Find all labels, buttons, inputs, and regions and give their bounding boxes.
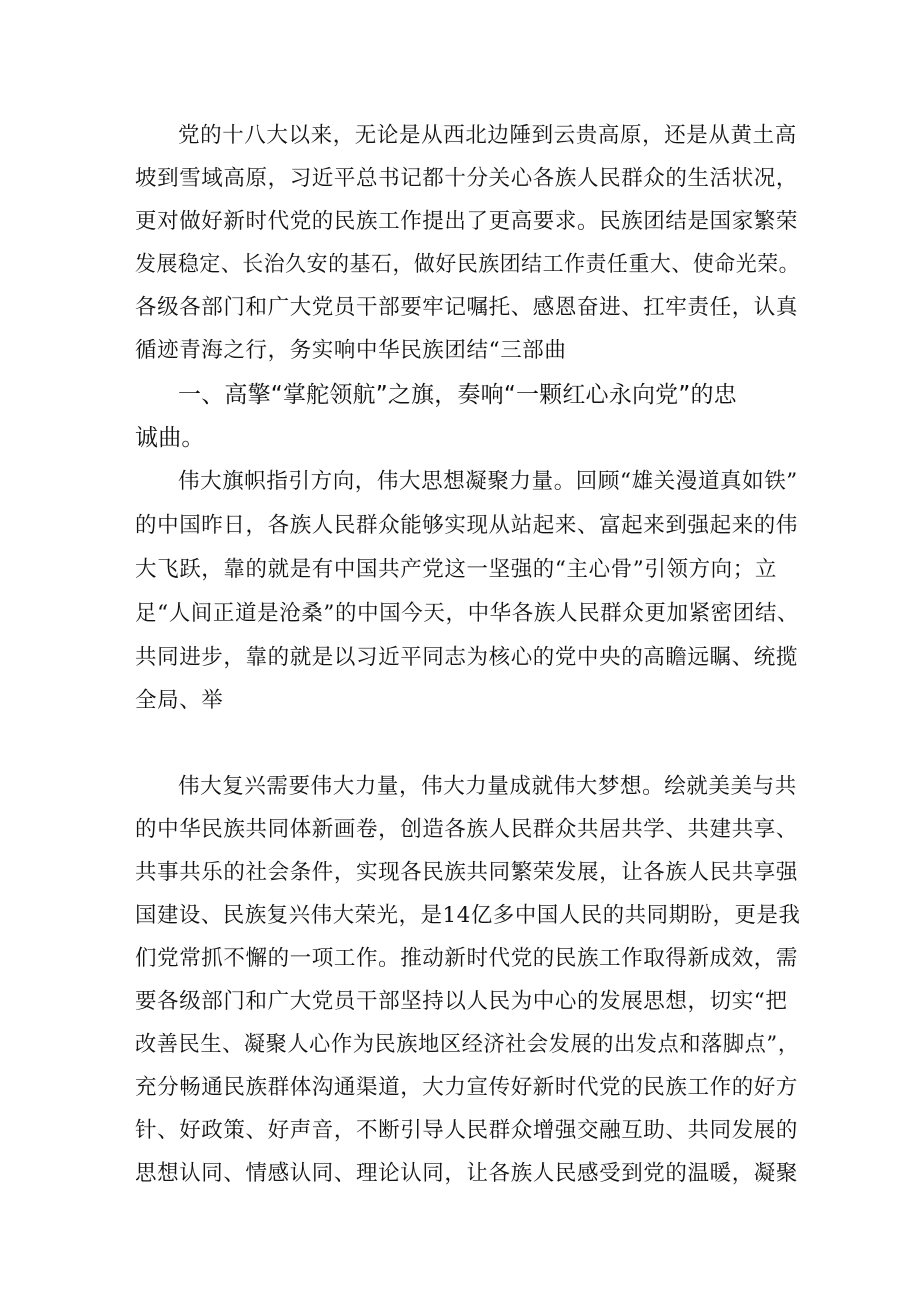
- paragraph-2-line-5: 共同进步，靠的就是以习近平同志为核心的党中央的高瞻远瞩、统揽: [135, 645, 799, 670]
- paragraph-3-line-6: 要各级部门和广大党员干部坚持以人民为中心的发展思想，切实“把: [135, 989, 788, 1014]
- paragraph-1-line-1: 党的十八大以来，无论是从西北边陲到云贵高原，还是从黄土高: [178, 123, 797, 148]
- paragraph-2-line-4: 足“人间正道是沧桑”的中国今天，中华各族人民群众更加紧密团结、: [135, 601, 800, 626]
- paragraph-1-line-2: 坡到雪域高原，习近平总书记都十分关心各族人民群众的生活状况，: [135, 166, 799, 191]
- paragraph-3-line-7: 改善民生、凝聚人心作为民族地区经济社会发展的出发点和落脚点”，: [135, 1032, 800, 1057]
- paragraph-3-line-10: 思想认同、情感认同、理论认同，让各族人民感受到党的温暖，凝聚: [135, 1161, 799, 1186]
- paragraph-1-line-4: 发展稳定、长治久安的基石，做好民族团结工作责任重大、使命光荣。: [135, 252, 801, 277]
- paragraph-3-line-4: 国建设、民族复兴伟大荣光，是14亿多中国人民的共同期盼，更是我: [135, 903, 801, 928]
- section-heading-line-1: 一、高擎“掌舵领航”之旗，奏响“一颗红心永向党”的忠: [178, 382, 737, 408]
- paragraph-3-line-3: 共事共乐的社会条件，实现各民族共同繁荣发展，让各族人民共享强: [135, 860, 799, 885]
- paragraph-2-line-3: 大飞跃，靠的就是有中国共产党这一坚强的“主心骨”引领方向；立: [135, 557, 777, 582]
- paragraph-1-line-6: 循迹青海之行，务实响中华民族团结“三部曲: [135, 338, 567, 363]
- paragraph-3-line-1: 伟大复兴需要伟大力量，伟大力量成就伟大梦想。绘就美美与共: [178, 774, 797, 799]
- paragraph-3-line-2: 的中华民族共同体新画卷，创造各族人民群众共居共学、共建共享、: [135, 817, 799, 842]
- paragraph-2-line-2: 的中国昨日，各族人民群众能够实现从站起来、富起来到强起来的伟: [135, 513, 799, 538]
- paragraph-1-line-3: 更对做好新时代党的民族工作提出了更高要求。民族团结是国家繁荣: [135, 209, 799, 234]
- section-heading-line-2: 诚曲。: [135, 425, 205, 451]
- paragraph-3-line-8: 充分畅通民族群体沟通渠道，大力宣传好新时代党的民族工作的好方: [135, 1075, 799, 1100]
- paragraph-1-line-5: 各级各部门和广大党员干部要牢记嘱托、感恩奋进、扛牢责任，认真: [135, 295, 799, 320]
- paragraph-3-line-5: 们党常抓不懈的一项工作。推动新时代党的民族工作取得新成效，需: [135, 946, 799, 971]
- paragraph-2-line-6: 全局、举: [135, 688, 224, 713]
- paragraph-2-line-1: 伟大旗帜指引方向，伟大思想凝聚力量。回顾“雄关漫道真如铁”: [178, 469, 798, 494]
- paragraph-3-line-9: 针、好政策、好声音，不断引导人民群众增强交融互助、共同发展的: [135, 1118, 799, 1143]
